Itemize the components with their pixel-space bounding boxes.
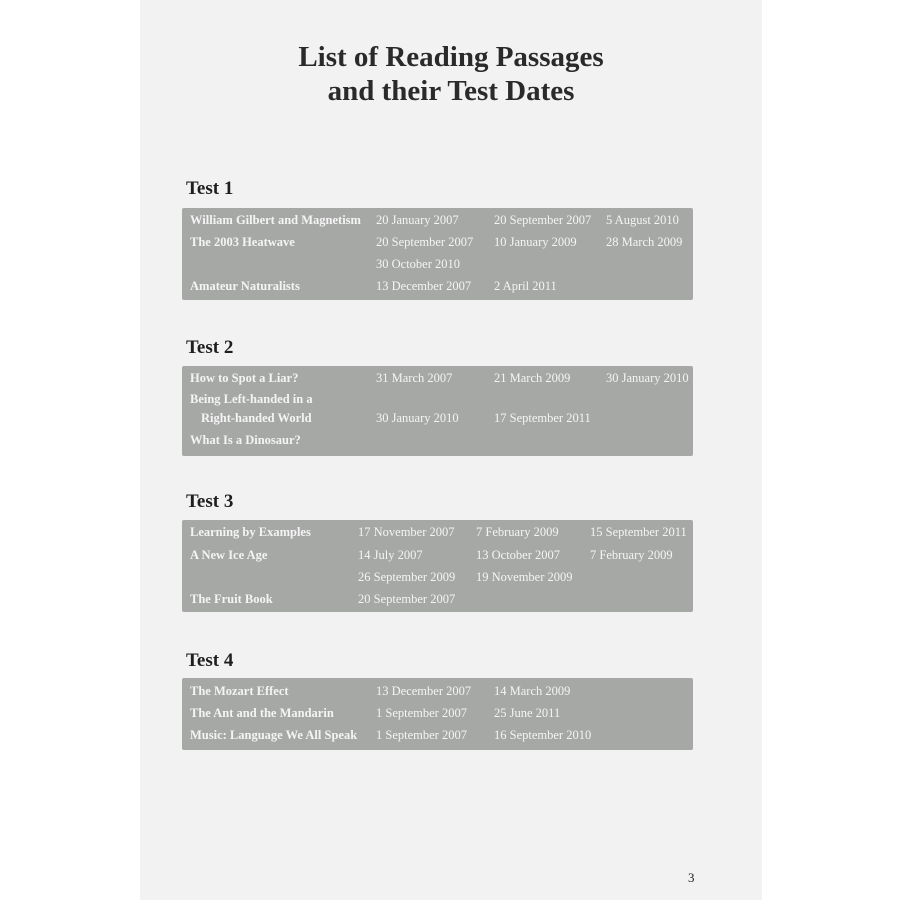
- test-date: 20 September 2007: [376, 235, 474, 249]
- test-heading: Test 3: [186, 491, 234, 512]
- passage-name: William Gilbert and Magnetism: [190, 213, 361, 227]
- title-line-1: List of Reading Passages: [298, 41, 604, 73]
- table-row: [182, 544, 693, 566]
- table-row: [182, 407, 693, 429]
- test-date: 10 January 2009: [494, 235, 577, 249]
- test-date: 7 February 2009: [590, 548, 673, 562]
- table-row: [182, 566, 693, 588]
- document-page: [140, 0, 762, 900]
- test-date: 17 November 2007: [358, 525, 455, 539]
- test-3-passages-panel: [182, 520, 693, 612]
- table-row: [182, 275, 693, 297]
- test-date: 15 September 2011: [590, 525, 687, 539]
- test-date: 7 February 2009: [476, 525, 559, 539]
- test-date: 31 March 2007: [376, 371, 453, 385]
- test-1-passages-panel: [182, 208, 693, 300]
- title-line-2: and their Test Dates: [327, 75, 575, 107]
- test-4-passages-panel: [182, 678, 693, 750]
- test-date: 19 November 2009: [476, 570, 573, 584]
- test-heading: Test 1: [186, 178, 234, 199]
- test-date: 20 January 2007: [376, 213, 459, 227]
- table-row: [182, 588, 693, 610]
- test-date: 20 September 2007: [358, 592, 456, 606]
- test-date: 30 January 2010: [606, 371, 689, 385]
- table-row: [182, 521, 693, 543]
- passage-name: A New Ice Age: [190, 548, 268, 562]
- test-2-passages-panel: [182, 366, 693, 456]
- passage-name: The Fruit Book: [190, 592, 273, 606]
- passage-name: Learning by Examples: [190, 525, 311, 539]
- test-date: 14 March 2009: [494, 684, 571, 698]
- passage-name: Music: Language We All Speak: [190, 728, 358, 742]
- page-number: 3: [688, 870, 695, 885]
- passage-name: The Ant and the Mandarin: [190, 706, 334, 720]
- passage-name: What Is a Dinosaur?: [190, 433, 301, 447]
- test-date: 5 August 2010: [606, 213, 679, 227]
- test-date: 13 December 2007: [376, 684, 472, 698]
- test-date: 2 April 2011: [494, 279, 557, 293]
- passage-name: How to Spot a Liar?: [190, 371, 299, 385]
- test-date: 17 September 2011: [494, 411, 591, 425]
- test-date: 1 September 2007: [376, 728, 467, 742]
- test-date: 28 March 2009: [606, 235, 683, 249]
- test-heading: Test 4: [186, 650, 234, 671]
- table-row: [182, 231, 693, 253]
- table-row: [182, 429, 693, 451]
- passage-name: The Mozart Effect: [190, 684, 289, 698]
- test-date: 20 September 2007: [494, 213, 592, 227]
- passage-name: Right-handed World: [201, 411, 312, 425]
- page-title: [140, 40, 762, 108]
- table-row: [182, 724, 693, 746]
- test-date: 21 March 2009: [494, 371, 571, 385]
- passage-name: The 2003 Heatwave: [190, 235, 295, 249]
- table-row: [182, 702, 693, 724]
- table-row: [182, 209, 693, 231]
- test-heading: Test 2: [186, 337, 234, 358]
- test-date: 14 July 2007: [358, 548, 423, 562]
- test-date: 13 December 2007: [376, 279, 472, 293]
- table-row: [182, 680, 693, 702]
- test-date: 30 October 2010: [376, 257, 461, 271]
- passage-name: Amateur Naturalists: [190, 279, 300, 293]
- test-date: 13 October 2007: [476, 548, 561, 562]
- test-date: 16 September 2010: [494, 728, 592, 742]
- test-date: 26 September 2009: [358, 570, 456, 584]
- table-row: [182, 367, 693, 389]
- test-date: 25 June 2011: [494, 706, 561, 720]
- test-date: 30 January 2010: [376, 411, 459, 425]
- passage-name: Being Left-handed in a: [190, 392, 313, 406]
- table-row: [182, 253, 693, 275]
- test-date: 1 September 2007: [376, 706, 467, 720]
